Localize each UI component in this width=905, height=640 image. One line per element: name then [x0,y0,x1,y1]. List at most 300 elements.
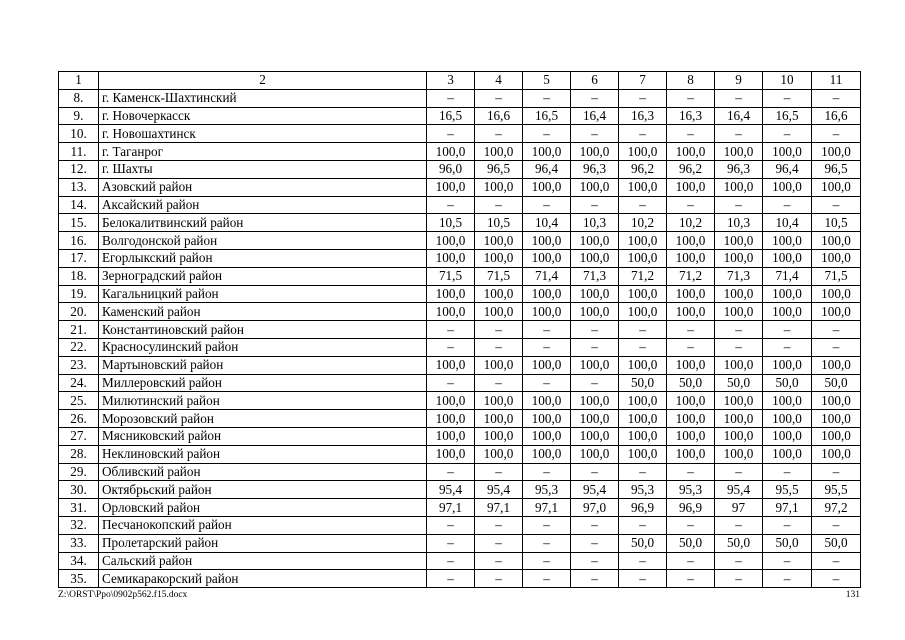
value-cell: 97,1 [523,499,571,517]
value-cell: – [427,125,475,143]
value-cell: 100,0 [427,178,475,196]
value-cell: 95,3 [667,481,715,499]
value-cell: 10,5 [475,214,523,232]
value-cell: 100,0 [715,303,763,321]
value-cell: 100,0 [715,392,763,410]
row-number: 29. [59,463,99,481]
value-cell: 96,2 [619,160,667,178]
value-cell: – [812,89,861,107]
table-row [59,570,861,588]
value-cell: – [812,516,861,534]
value-cell: 100,0 [475,410,523,428]
value-cell: – [619,463,667,481]
value-cell: 100,0 [427,143,475,161]
territory-name: Песчанокопский район [99,516,427,534]
value-cell: – [619,552,667,570]
value-cell: – [619,125,667,143]
value-cell: 100,0 [763,392,812,410]
value-cell: 95,5 [763,481,812,499]
value-cell: 100,0 [571,410,619,428]
value-cell: – [715,321,763,339]
value-cell: 96,9 [619,499,667,517]
territory-name: Мясниковский район [99,427,427,445]
value-cell: 16,5 [763,107,812,125]
value-cell: – [571,516,619,534]
value-cell: 100,0 [571,285,619,303]
row-number: 16. [59,232,99,250]
value-cell: – [475,516,523,534]
value-cell: 50,0 [715,374,763,392]
value-cell: – [619,338,667,356]
value-cell: 100,0 [619,143,667,161]
value-cell: – [427,374,475,392]
value-cell: 100,0 [812,427,861,445]
territory-name: Пролетарский район [99,534,427,552]
value-cell: 100,0 [715,285,763,303]
value-cell: – [523,196,571,214]
value-cell: 100,0 [812,249,861,267]
value-cell: 16,6 [475,107,523,125]
value-cell: 100,0 [475,392,523,410]
value-cell: 100,0 [812,178,861,196]
territory-name: Кагальницкий район [99,285,427,303]
value-cell: 100,0 [571,249,619,267]
value-cell: 100,0 [667,285,715,303]
value-cell: 100,0 [667,445,715,463]
value-cell: – [571,552,619,570]
territory-name: Зерноградский район [99,267,427,285]
value-cell: 100,0 [571,392,619,410]
value-cell: 100,0 [715,427,763,445]
value-cell: 71,5 [812,267,861,285]
value-cell: 100,0 [812,285,861,303]
value-cell: – [667,321,715,339]
value-cell: 100,0 [667,427,715,445]
value-cell: 97,1 [763,499,812,517]
value-cell: – [523,374,571,392]
column-number-header: 4 [475,72,523,90]
table-row [59,552,861,570]
value-cell: – [427,516,475,534]
table-row [59,214,861,232]
value-cell: 10,2 [619,214,667,232]
value-cell: 100,0 [475,445,523,463]
value-cell: 71,5 [427,267,475,285]
table-row [59,143,861,161]
footer-file-path: Z:\ORST\Ppo\0902p562.f15.docx [58,590,188,600]
value-cell: 100,0 [523,285,571,303]
value-cell: – [715,338,763,356]
column-number-header: 9 [715,72,763,90]
value-cell: 71,4 [763,267,812,285]
table-row [59,89,861,107]
value-cell: 100,0 [812,392,861,410]
value-cell: – [571,338,619,356]
value-cell: – [523,125,571,143]
territory-name: Белокалитвинский район [99,214,427,232]
table-row [59,463,861,481]
row-number: 22. [59,338,99,356]
value-cell: 100,0 [667,392,715,410]
value-cell: – [427,534,475,552]
value-cell: 100,0 [475,285,523,303]
value-cell: – [571,196,619,214]
row-number: 35. [59,570,99,588]
territory-name: Сальский район [99,552,427,570]
value-cell: 100,0 [523,356,571,374]
column-number-header: 10 [763,72,812,90]
territory-name: г. Каменск-Шахтинский [99,89,427,107]
value-cell: 10,4 [523,214,571,232]
column-number-header: 5 [523,72,571,90]
value-cell: 100,0 [475,249,523,267]
value-cell: 100,0 [475,303,523,321]
value-cell: 100,0 [427,249,475,267]
value-cell: 97 [715,499,763,517]
value-cell: 95,3 [523,481,571,499]
value-cell: – [571,89,619,107]
table-row [59,125,861,143]
row-number: 10. [59,125,99,143]
value-cell: 100,0 [571,356,619,374]
value-cell: – [427,463,475,481]
value-cell: – [427,196,475,214]
row-number: 24. [59,374,99,392]
value-cell: 100,0 [763,356,812,374]
row-number: 31. [59,499,99,517]
value-cell: 100,0 [571,303,619,321]
value-cell: 100,0 [619,285,667,303]
table-row [59,267,861,285]
value-cell: – [619,321,667,339]
value-cell: 100,0 [812,410,861,428]
value-cell: – [523,338,571,356]
row-number: 23. [59,356,99,374]
value-cell: 100,0 [427,427,475,445]
value-cell: 100,0 [619,249,667,267]
value-cell: 100,0 [667,143,715,161]
value-cell: 100,0 [523,445,571,463]
value-cell: – [427,338,475,356]
value-cell: 100,0 [667,249,715,267]
value-cell: 71,5 [475,267,523,285]
territory-name: Орловский район [99,499,427,517]
value-cell: 71,4 [523,267,571,285]
value-cell: 100,0 [571,232,619,250]
value-cell: 95,4 [475,481,523,499]
row-number: 20. [59,303,99,321]
row-number: 30. [59,481,99,499]
value-cell: 50,0 [619,374,667,392]
value-cell: – [523,516,571,534]
value-cell: 100,0 [475,178,523,196]
value-cell: – [619,196,667,214]
territory-name: Константиновский район [99,321,427,339]
value-cell: 100,0 [715,178,763,196]
row-number: 32. [59,516,99,534]
value-cell: – [571,125,619,143]
table-row [59,321,861,339]
value-cell: 10,5 [812,214,861,232]
value-cell: – [763,552,812,570]
value-cell: 96,5 [475,160,523,178]
value-cell: – [715,196,763,214]
column-number-header: 7 [619,72,667,90]
value-cell: – [715,89,763,107]
value-cell: 100,0 [523,232,571,250]
value-cell: 100,0 [427,356,475,374]
value-cell: 50,0 [667,374,715,392]
value-cell: – [523,552,571,570]
value-cell: 71,3 [715,267,763,285]
value-cell: – [475,89,523,107]
value-cell: – [667,89,715,107]
table-row [59,445,861,463]
value-cell: 100,0 [715,410,763,428]
value-cell: 96,5 [812,160,861,178]
value-cell: 97,0 [571,499,619,517]
value-cell: – [427,89,475,107]
footer-page-number: 131 [845,590,860,600]
value-cell: – [715,552,763,570]
value-cell: – [763,89,812,107]
value-cell: 97,2 [812,499,861,517]
row-number: 34. [59,552,99,570]
column-number-header: 8 [667,72,715,90]
value-cell: – [763,321,812,339]
value-cell: 100,0 [427,285,475,303]
value-cell: 100,0 [667,356,715,374]
value-cell: 95,5 [812,481,861,499]
table-row [59,249,861,267]
value-cell: 100,0 [475,143,523,161]
table-row [59,196,861,214]
value-cell: – [571,534,619,552]
table-row [59,178,861,196]
territory-name: Егорлыкский район [99,249,427,267]
table-row [59,534,861,552]
value-cell: 16,3 [667,107,715,125]
value-cell: 100,0 [667,303,715,321]
value-cell: 50,0 [715,534,763,552]
value-cell: – [571,463,619,481]
value-cell: 100,0 [812,303,861,321]
row-number: 28. [59,445,99,463]
value-cell: 100,0 [763,445,812,463]
table-row [59,499,861,517]
value-cell: – [619,570,667,588]
value-cell: – [619,516,667,534]
value-cell: – [571,321,619,339]
value-cell: 100,0 [571,178,619,196]
value-cell: 16,6 [812,107,861,125]
value-cell: – [571,374,619,392]
value-cell: 100,0 [523,303,571,321]
value-cell: 96,4 [763,160,812,178]
value-cell: 16,5 [427,107,475,125]
territory-name: Октябрьский район [99,481,427,499]
value-cell: – [763,570,812,588]
value-cell: 100,0 [571,143,619,161]
value-cell: 95,4 [571,481,619,499]
value-cell: 100,0 [715,232,763,250]
value-cell: – [523,534,571,552]
value-cell: 100,0 [667,232,715,250]
value-cell: 96,4 [523,160,571,178]
value-cell: 95,3 [619,481,667,499]
table-row [59,303,861,321]
value-cell: – [475,463,523,481]
value-cell: 50,0 [812,374,861,392]
value-cell: – [475,125,523,143]
value-cell: 50,0 [667,534,715,552]
value-cell: 100,0 [619,392,667,410]
value-cell: 16,5 [523,107,571,125]
row-number: 9. [59,107,99,125]
value-cell: – [715,125,763,143]
value-cell: 10,5 [427,214,475,232]
row-number: 19. [59,285,99,303]
column-number-header: 3 [427,72,475,90]
value-cell: – [667,516,715,534]
territory-name: г. Шахты [99,160,427,178]
value-cell: – [667,338,715,356]
value-cell: 10,4 [763,214,812,232]
value-cell: 100,0 [427,232,475,250]
value-cell: 100,0 [523,143,571,161]
column-number-header: 6 [571,72,619,90]
value-cell: – [427,321,475,339]
table-row [59,392,861,410]
value-cell: 100,0 [427,392,475,410]
value-cell: 95,4 [427,481,475,499]
value-cell: 100,0 [812,143,861,161]
value-cell: – [619,89,667,107]
value-cell: – [763,516,812,534]
value-cell: 71,3 [571,267,619,285]
value-cell: 100,0 [523,178,571,196]
row-number: 27. [59,427,99,445]
value-cell: 71,2 [619,267,667,285]
territory-name: г. Новочеркасск [99,107,427,125]
table-row [59,427,861,445]
value-cell: 100,0 [523,249,571,267]
value-cell: 100,0 [667,410,715,428]
value-cell: 100,0 [715,356,763,374]
table-row [59,232,861,250]
table-row [59,160,861,178]
value-cell: 16,4 [715,107,763,125]
value-cell: – [523,463,571,481]
value-cell: – [475,570,523,588]
value-cell: 100,0 [763,410,812,428]
value-cell: – [715,570,763,588]
value-cell: – [667,125,715,143]
row-number: 21. [59,321,99,339]
territory-name: Красносулинский район [99,338,427,356]
value-cell: – [475,374,523,392]
column-number-header: 2 [99,72,427,90]
value-cell: – [812,552,861,570]
value-cell: – [667,463,715,481]
column-number-header: 1 [59,72,99,90]
row-number: 26. [59,410,99,428]
value-cell: – [475,338,523,356]
value-cell: 100,0 [763,178,812,196]
value-cell: 100,0 [619,410,667,428]
value-cell: – [523,321,571,339]
value-cell: 95,4 [715,481,763,499]
value-cell: 97,1 [427,499,475,517]
value-cell: 100,0 [763,427,812,445]
value-cell: – [667,552,715,570]
value-cell: 100,0 [667,178,715,196]
value-cell: – [812,570,861,588]
value-cell: 100,0 [715,249,763,267]
value-cell: 100,0 [571,427,619,445]
value-cell: 100,0 [523,410,571,428]
value-cell: – [667,570,715,588]
value-cell: – [523,570,571,588]
value-cell: – [812,125,861,143]
value-cell: 10,3 [715,214,763,232]
territory-name: Аксайский район [99,196,427,214]
table-row [59,410,861,428]
value-cell: 100,0 [715,445,763,463]
value-cell: 100,0 [475,356,523,374]
column-number-header: 11 [812,72,861,90]
territory-name: Неклиновский район [99,445,427,463]
value-cell: – [475,321,523,339]
territory-name: Азовский район [99,178,427,196]
value-cell: 96,9 [667,499,715,517]
row-number: 8. [59,89,99,107]
value-cell: 50,0 [763,534,812,552]
row-number: 18. [59,267,99,285]
value-cell: 100,0 [619,356,667,374]
value-cell: – [427,552,475,570]
value-cell: 100,0 [571,445,619,463]
value-cell: – [812,196,861,214]
value-cell: 96,3 [571,160,619,178]
value-cell: – [715,463,763,481]
value-cell: 100,0 [427,445,475,463]
value-cell: 100,0 [619,232,667,250]
table-row [59,481,861,499]
territory-name: Милютинский район [99,392,427,410]
value-cell: 100,0 [763,285,812,303]
value-cell: 10,2 [667,214,715,232]
row-number: 33. [59,534,99,552]
value-cell: – [523,89,571,107]
value-cell: 50,0 [763,374,812,392]
table-row [59,285,861,303]
table-row [59,356,861,374]
data-table [58,71,861,588]
value-cell: 96,3 [715,160,763,178]
value-cell: 100,0 [763,303,812,321]
value-cell: 100,0 [427,303,475,321]
table-row [59,338,861,356]
value-cell: – [427,570,475,588]
territory-name: Каменский район [99,303,427,321]
table-row [59,107,861,125]
value-cell: 71,2 [667,267,715,285]
row-number: 13. [59,178,99,196]
value-cell: 100,0 [619,445,667,463]
value-cell: 10,3 [571,214,619,232]
row-number: 17. [59,249,99,267]
